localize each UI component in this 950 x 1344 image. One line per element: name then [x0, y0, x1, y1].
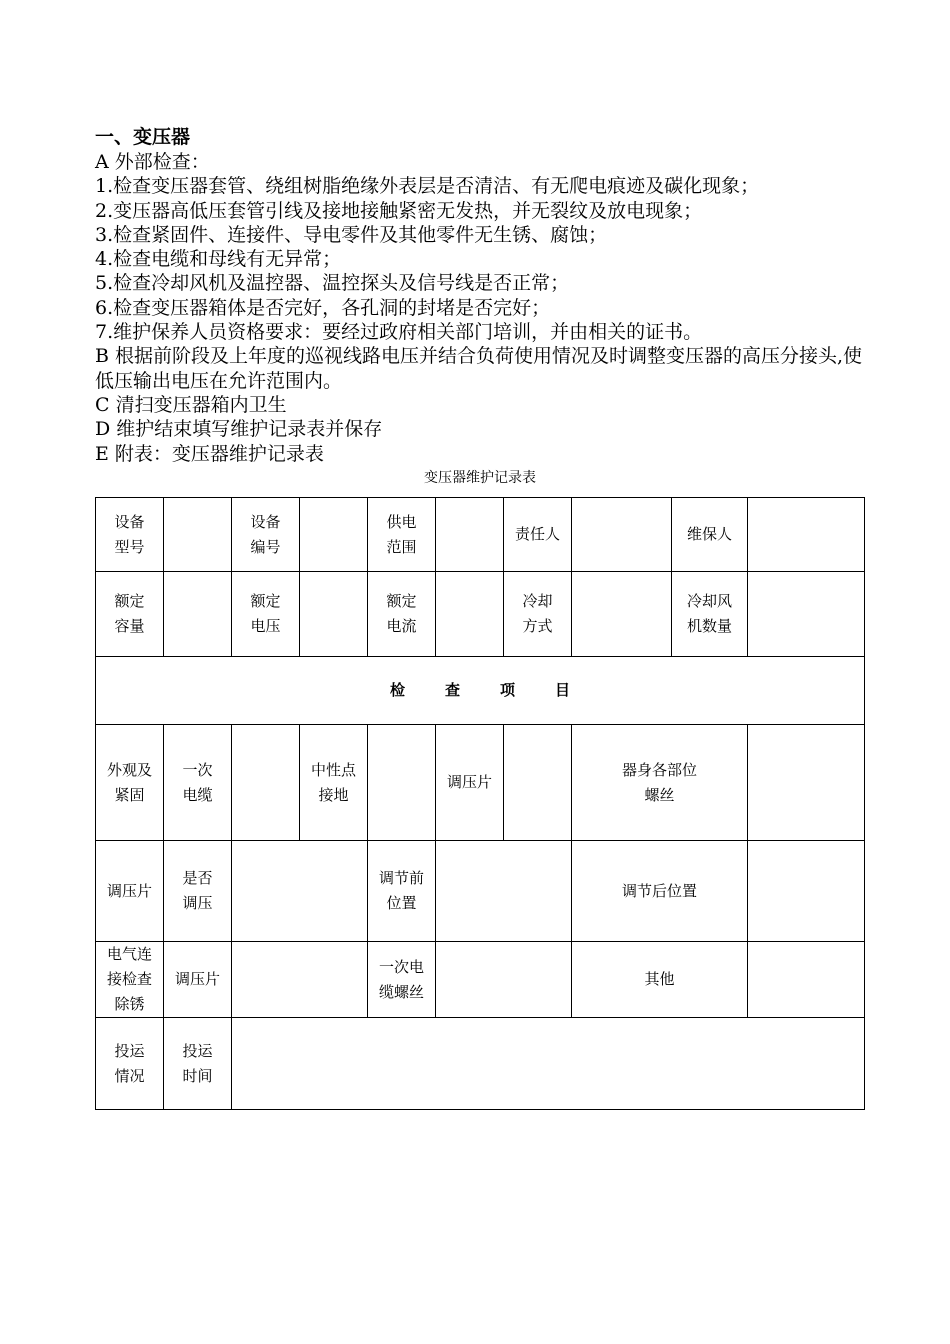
label-rated-voltage: 额定 电压: [232, 572, 300, 657]
cell-cooling-method[interactable]: [572, 572, 672, 657]
label-commissioning-status: 投运 情况: [96, 1018, 164, 1110]
cell-voltage-adjusted[interactable]: [232, 841, 368, 942]
table-row: [96, 1018, 865, 1110]
text-line-4: 4.检查电缆和母线有无异常；: [95, 248, 342, 271]
label-responsible-person: 责任人: [504, 498, 572, 572]
table-row: [96, 942, 865, 1018]
table-caption: 变压器维护记录表: [424, 469, 536, 486]
cell-supply-range[interactable]: [436, 498, 504, 572]
table-row: [96, 498, 865, 572]
label-position-before: 调节前 位置: [368, 841, 436, 942]
cell-primary-cable[interactable]: [232, 725, 300, 841]
label-body-bolts: 器身各部位 螺丝: [572, 725, 748, 841]
cell-rated-capacity[interactable]: [164, 572, 232, 657]
label-maintainer: 维保人: [672, 498, 748, 572]
label-other: 其他: [572, 942, 748, 1018]
text-line-7: 7.维护保养人员资格要求：要经过政府相关部门培训，并由相关的证书。: [95, 321, 703, 344]
cell-position-after[interactable]: [748, 841, 865, 942]
text-line-d: D 维护结束填写维护记录表并保存: [95, 418, 383, 441]
cell-tap-link[interactable]: [504, 725, 572, 841]
text-line-a: A 外部检查：: [95, 151, 210, 173]
label-equipment-number: 设备 编号: [232, 498, 300, 572]
maintenance-record-table: [95, 497, 865, 1110]
label-tap-link-3: 调压片: [164, 942, 232, 1018]
table-row: [96, 725, 865, 841]
label-tap-link: 调压片: [436, 725, 504, 841]
label-rated-current: 额定 电流: [368, 572, 436, 657]
table-row: [96, 657, 865, 725]
label-equipment-model: 设备 型号: [96, 498, 164, 572]
table-row: [96, 572, 865, 657]
table-row: [96, 841, 865, 942]
text-line-3: 3.检查紧固件、连接件、导电零件及其他零件无生锈、腐蚀；: [95, 223, 608, 246]
cell-equipment-number[interactable]: [300, 498, 368, 572]
cell-tap-link-3[interactable]: [232, 942, 368, 1018]
label-supply-range: 供电 范围: [368, 498, 436, 572]
cell-rated-current[interactable]: [436, 572, 504, 657]
text-line-2: 2.变压器高低压套管引线及接地接触紧密无发热，并无裂纹及放电现象；: [95, 199, 703, 222]
cell-responsible-person[interactable]: [572, 498, 672, 572]
label-cooling-fan-count: 冷却风 机数量: [672, 572, 748, 657]
cell-equipment-model[interactable]: [164, 498, 232, 572]
section-title: 一、变压器: [95, 126, 191, 148]
cell-neutral-grounding[interactable]: [368, 725, 436, 841]
cell-position-before[interactable]: [436, 841, 572, 942]
label-primary-cable-bolts: 一次电 缆螺丝: [368, 942, 436, 1018]
document-body: [95, 124, 865, 488]
label-primary-cable: 一次 电缆: [164, 725, 232, 841]
cell-cooling-fan-count[interactable]: [748, 572, 865, 657]
label-appearance-fastening: 外观及 紧固: [96, 725, 164, 841]
label-rated-capacity: 额定 容量: [96, 572, 164, 657]
cell-body-bolts[interactable]: [748, 725, 865, 841]
label-voltage-adjusted: 是否 调压: [164, 841, 232, 942]
label-cooling-method: 冷却 方式: [504, 572, 572, 657]
label-tap-link-2: 调压片: [96, 841, 164, 942]
cell-primary-cable-bolts[interactable]: [436, 942, 572, 1018]
label-electrical-connection: 电气连 接检查 除锈: [96, 942, 164, 1018]
cell-other[interactable]: [748, 942, 865, 1018]
cell-maintainer[interactable]: [748, 498, 865, 572]
text-line-1: 1.检查变压器套管、绕组树脂绝缘外表层是否清洁、有无爬电痕迹及碳化现象；: [95, 175, 760, 198]
text-line-6: 6.检查变压器箱体是否完好，各孔洞的封堵是否完好；: [95, 296, 551, 319]
text-line-b: B 根据前阶段及上年度的巡视线路电压并结合负荷使用情况及时调整变压器的高压分接头,使低压输出电压在允许范围内。: [95, 345, 863, 392]
text-line-e: E 附表：变压器维护记录表: [95, 442, 324, 465]
text-line-5: 5.检查冷却风机及温控器、温控探头及信号线是否正常；: [95, 272, 570, 295]
text-line-c: C 清扫变压器箱内卫生: [95, 393, 287, 416]
cell-rated-voltage[interactable]: [300, 572, 368, 657]
label-position-after: 调节后位置: [572, 841, 748, 942]
cell-commissioning[interactable]: [232, 1018, 865, 1110]
inspection-items-header: 检 查 项 目: [96, 657, 865, 725]
label-neutral-grounding: 中性点 接地: [300, 725, 368, 841]
label-commissioning-time: 投运 时间: [164, 1018, 232, 1110]
